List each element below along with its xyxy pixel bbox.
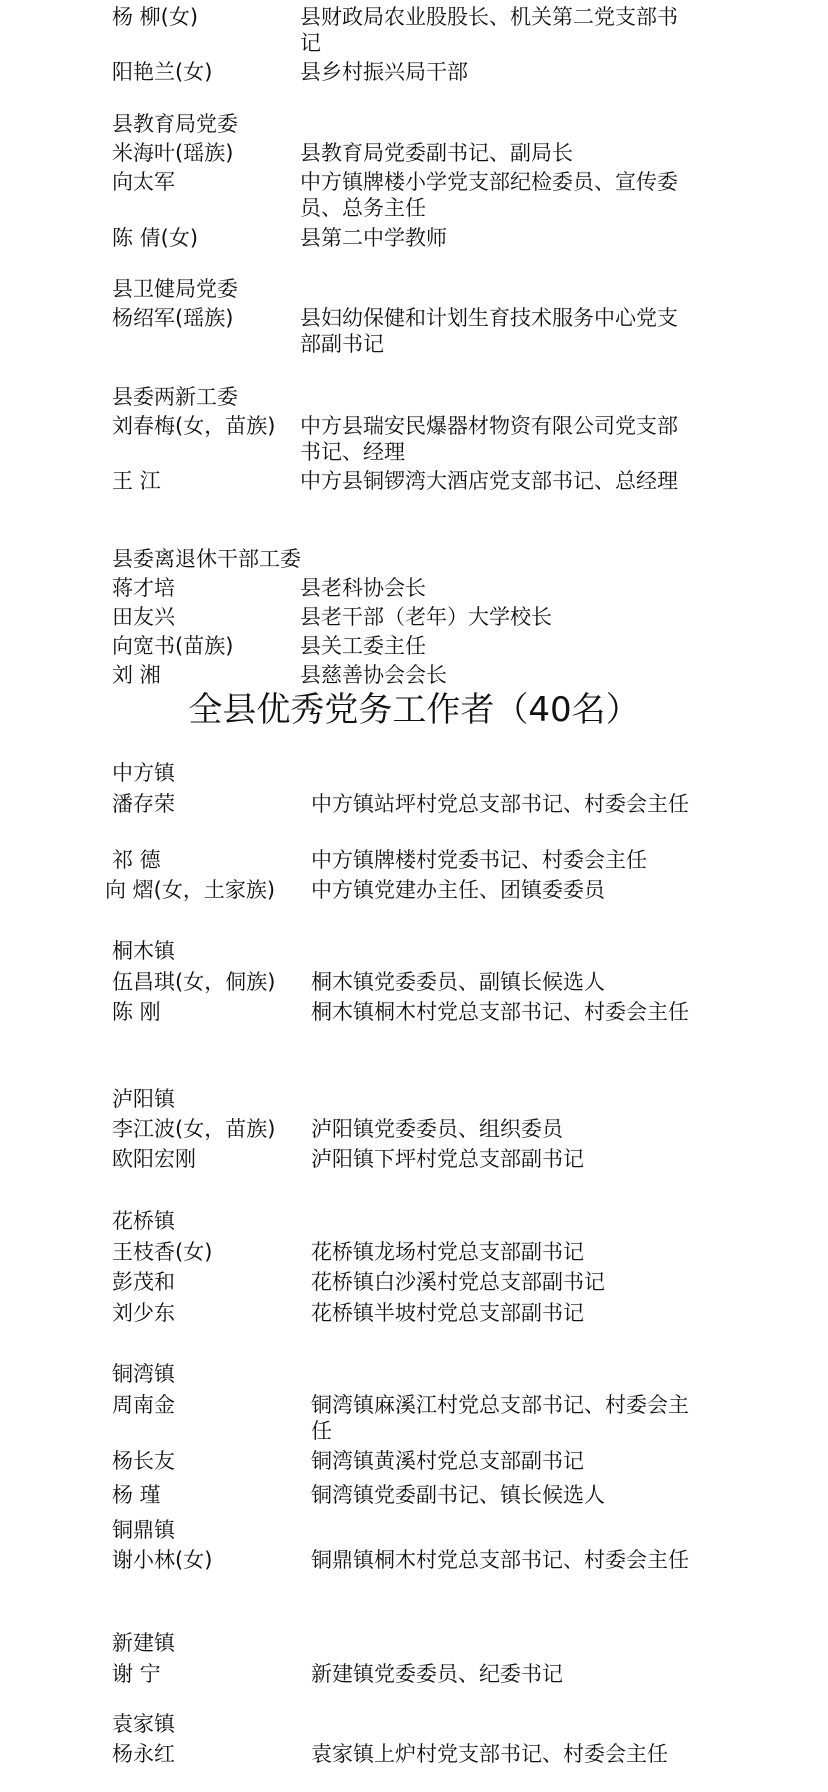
group-heading: 铜湾镇 [112, 1362, 175, 1386]
person-name: 潘存荣 [112, 792, 175, 816]
person-name: 李江波(女，苗族) [112, 1117, 276, 1141]
person-role: 花桥镇白沙溪村党总支部副书记 [311, 1270, 605, 1294]
person-role: 铜湾镇麻溪江村党总支部书记、村委会主任 [311, 1393, 689, 1443]
person-role: 县慈善协会会长 [300, 663, 447, 687]
person-name: 刘春梅(女，苗族) [112, 414, 276, 438]
person-role: 中方镇牌楼村党委书记、村委会主任 [311, 848, 647, 872]
person-name: 谢小林(女) [112, 1548, 213, 1572]
person-role: 桐木镇桐木村党总支部书记、村委会主任 [311, 1000, 689, 1024]
person-role: 中方县瑞安民爆器材物资有限公司党支部书记、经理 [300, 414, 678, 464]
person-role: 县妇幼保健和计划生育技术服务中心党支部副书记 [300, 306, 678, 356]
person-role: 铜湾镇黄溪村党总支部副书记 [311, 1449, 584, 1473]
person-name: 向宽书(苗族) [112, 634, 234, 658]
person-name: 杨 柳(女) [112, 5, 199, 29]
group-heading: 中方镇 [112, 761, 175, 785]
person-name: 彭茂和 [112, 1270, 175, 1294]
person-name: 田友兴 [112, 605, 175, 629]
group-heading: 县教育局党委 [112, 112, 238, 136]
person-name: 蒋才培 [112, 576, 175, 600]
person-name: 刘少东 [112, 1301, 175, 1325]
person-role: 中方镇党建办主任、团镇委委员 [311, 878, 605, 902]
person-role: 县乡村振兴局干部 [300, 60, 468, 84]
person-role: 县第二中学教师 [300, 226, 447, 250]
person-role: 铜湾镇党委副书记、镇长候选人 [311, 1483, 605, 1507]
person-role: 花桥镇半坡村党总支部副书记 [311, 1301, 584, 1325]
group-heading: 桐木镇 [112, 939, 175, 963]
group-heading: 县委两新工委 [112, 385, 238, 409]
person-role: 桐木镇党委委员、副镇长候选人 [311, 970, 605, 994]
person-role: 县教育局党委副书记、副局长 [300, 141, 573, 165]
person-name: 欧阳宏刚 [112, 1147, 196, 1171]
person-name: 王枝香(女) [112, 1240, 213, 1264]
person-name: 向 熠(女，土家族) [105, 878, 276, 902]
person-role: 县财政局农业股股长、机关第二党支部书记 [300, 5, 678, 55]
person-role: 县老干部（老年）大学校长 [300, 605, 552, 629]
group-heading: 花桥镇 [112, 1209, 175, 1233]
group-heading: 袁家镇 [112, 1712, 175, 1736]
person-role: 新建镇党委委员、纪委书记 [311, 1662, 563, 1686]
person-name: 刘 湘 [112, 663, 161, 687]
person-name: 杨绍军(瑶族) [112, 306, 234, 330]
person-name: 陈 刚 [112, 1000, 161, 1024]
person-name: 祁 德 [112, 848, 161, 872]
group-heading: 铜鼎镇 [112, 1518, 175, 1542]
person-name: 周南金 [112, 1393, 175, 1417]
person-name: 陈 倩(女) [112, 226, 199, 250]
person-name: 米海叶(瑶族) [112, 141, 234, 165]
group-heading: 县委离退休干部工委 [112, 547, 301, 571]
person-name: 阳艳兰(女) [112, 60, 213, 84]
person-role: 中方镇牌楼小学党支部纪检委员、宣传委员、总务主任 [300, 170, 678, 220]
person-role: 袁家镇上炉村党支部书记、村委会主任 [311, 1742, 668, 1766]
person-role: 泸阳镇下坪村党总支部副书记 [311, 1147, 584, 1171]
person-role: 花桥镇龙场村党总支部副书记 [311, 1240, 584, 1264]
person-name: 王 江 [112, 469, 161, 493]
person-name: 杨长友 [112, 1449, 175, 1473]
person-name: 向太军 [112, 170, 175, 194]
person-role: 铜鼎镇桐木村党总支部书记、村委会主任 [311, 1548, 689, 1572]
person-role: 中方县铜锣湾大酒店党支部书记、总经理 [300, 469, 678, 493]
person-role: 县关工委主任 [300, 634, 426, 658]
person-role: 中方镇站坪村党总支部书记、村委会主任 [311, 792, 689, 816]
person-name: 杨永红 [112, 1742, 175, 1766]
section-title: 全县优秀党务工作者（40名） [188, 690, 640, 730]
group-heading: 新建镇 [112, 1631, 175, 1655]
person-name: 伍昌琪(女，侗族) [112, 970, 276, 994]
group-heading: 县卫健局党委 [112, 277, 238, 301]
person-role: 泸阳镇党委委员、组织委员 [311, 1117, 563, 1141]
person-name: 谢 宁 [112, 1662, 161, 1686]
person-name: 杨 瑾 [112, 1483, 161, 1507]
group-heading: 泸阳镇 [112, 1087, 175, 1111]
person-role: 县老科协会长 [300, 576, 426, 600]
